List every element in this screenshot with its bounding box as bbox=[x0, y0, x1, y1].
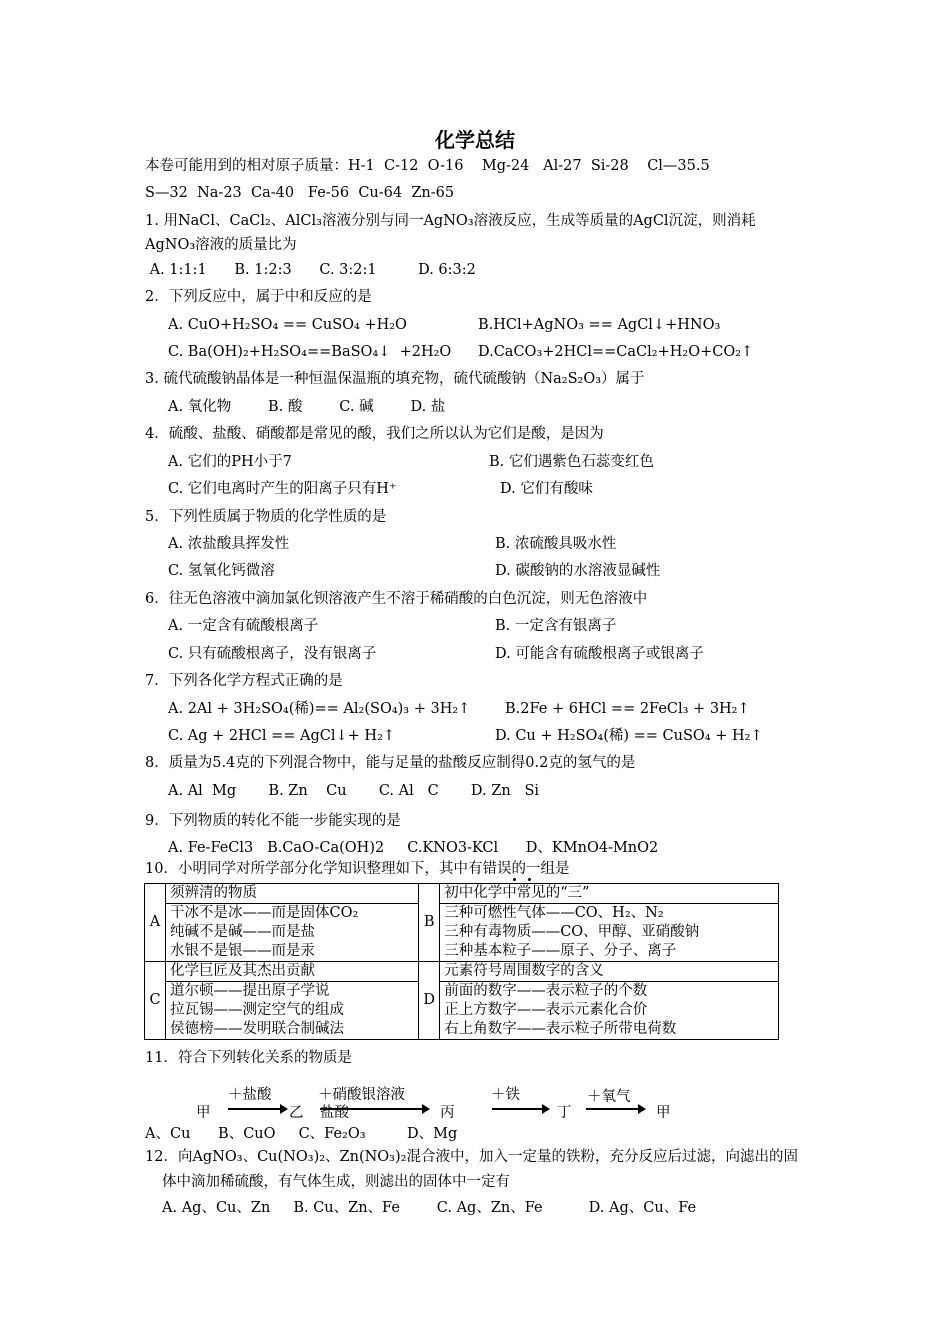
q5-option-a: A. 浓盐酸具挥发性 bbox=[168, 536, 290, 552]
q8-options: A. Al Mg B. Zn Cu C. Al C D. Zn Si bbox=[168, 783, 540, 799]
q7-option-d: D. Cu + H₂SO₄(稀) == CuSO₄ + H₂↑ bbox=[495, 728, 763, 744]
q12-options: A. Ag、Cu、Zn B. Cu、Zn、Fe C. Ag、Zn、Fe D. Ag、Cu、Fe bbox=[162, 1200, 697, 1216]
q2-stem: 2．下列反应中，属于中和反应的是 bbox=[145, 289, 372, 305]
q10-cell-c-line: 侯德榜——发明联合制碱法 bbox=[170, 1021, 344, 1037]
q1-stem-line-2: AgNO₃溶液的质量比为 bbox=[145, 237, 297, 253]
q6-option-d: D. 可能含有硫酸根离子或银离子 bbox=[495, 646, 704, 662]
q1-stem-line-1: 1. 用NaCl、CaCl₂、AlCl₃溶液分别与同一AgNO₃溶液反应，生成等质量的AgCl沉淀，则消耗 bbox=[145, 213, 756, 229]
q9-stem: 9．下列物质的转化不能一步能实现的是 bbox=[145, 813, 401, 829]
q10-cell-c-heading: 化学巨匠及其杰出贡献 bbox=[166, 962, 418, 982]
q10-label-d: D bbox=[419, 962, 440, 1040]
q12-stem-line-2: 体中滴加稀硫酸，有气体生成，则滤出的固体中一定有 bbox=[162, 1174, 510, 1190]
q11-substance-yi: 乙 bbox=[289, 1105, 304, 1121]
q11-substance-ding: 丁 bbox=[557, 1105, 572, 1121]
q10-cell-a-line: 纯碱不是碱——而是盐 bbox=[170, 924, 315, 940]
reaction-arrow bbox=[492, 1108, 548, 1110]
q11-reagent-2: ＋硝酸银溶液 bbox=[318, 1087, 405, 1103]
q2-option-d: D.CaCO₃+2HCl==CaCl₂+H₂O+CO₂↑ bbox=[478, 344, 754, 360]
q9-options: A. Fe-FeCl3 B.CaO-Ca(OH)2 C.KNO3-KCl D、KMnO4-MnO2 bbox=[168, 840, 659, 856]
emphasis-dot bbox=[513, 878, 516, 881]
q10-cell-d-line: 正上方数字——表示元素化合价 bbox=[444, 1002, 648, 1018]
q11-reagent-3: ＋铁 bbox=[491, 1087, 520, 1103]
q10-cell-a-line: 干冰不是冰——而是固体CO₂ bbox=[170, 905, 359, 921]
q4-stem: 4．硫酸、盐酸、硝酸都是常见的酸，我们之所以认为它们是酸，是因为 bbox=[145, 426, 604, 442]
q2-option-a: A. CuO+H₂SO₄ == CuSO₄ +H₂O bbox=[168, 317, 407, 333]
reaction-arrow bbox=[586, 1108, 644, 1110]
q11-substance-jia: 甲 bbox=[196, 1105, 211, 1121]
reaction-arrow bbox=[228, 1108, 286, 1110]
q3-options: A. 氧化物 B. 酸 C. 碱 D. 盐 bbox=[168, 399, 446, 415]
q10-label-b: B bbox=[419, 884, 440, 962]
q10-cell-a-line: 水银不是银——而是汞 bbox=[170, 943, 315, 959]
q4-option-d: D. 它们有酸味 bbox=[500, 481, 593, 497]
q7-option-a: A. 2Al + 3H₂SO₄(稀)== Al₂(SO₄)₃ + 3H₂↑ bbox=[168, 701, 471, 717]
q1-options: A. 1:1:1 B. 1:2:3 C. 3:2:1 D. 6:3:2 bbox=[145, 262, 476, 278]
q2-option-b: B.HCl+AgNO₃ == AgCl↓+HNO₃ bbox=[478, 317, 721, 333]
emphasis-dot bbox=[528, 878, 531, 881]
q10-label-a: A bbox=[145, 884, 166, 962]
q5-option-c: C. 氢氧化钙微溶 bbox=[168, 563, 275, 579]
q10-cell-c-line: 道尔顿——提出原子学说 bbox=[170, 983, 330, 999]
q11-options: A、Cu B、CuO C、Fe₂O₃ D、Mg bbox=[145, 1126, 458, 1142]
q10-cell-b-line: 三种有毒物质——CO、甲醇、亚硝酸钠 bbox=[444, 924, 700, 940]
q10-cell-c bbox=[166, 962, 419, 1040]
q10-table bbox=[144, 883, 779, 1040]
q10-cell-b-line: 三种可燃性气体——CO、H₂、N₂ bbox=[444, 905, 664, 921]
q10-stem: 10．小明同学对所学部分化学知识整理如下，其中有错误的一组是 bbox=[145, 861, 570, 877]
q10-cell-a-heading: 须辨清的物质 bbox=[166, 884, 418, 904]
q10-cell-b-heading: 初中化学中常见的“三” bbox=[440, 884, 778, 904]
q4-option-a: A. 它们的PH小于7 bbox=[168, 454, 292, 470]
q4-option-b: B. 它们遇紫色石蕊变红色 bbox=[489, 454, 654, 470]
q11-reagent-4: ＋氧气 bbox=[587, 1089, 631, 1105]
q11-substance-jia-end: 甲 bbox=[656, 1105, 671, 1121]
atomic-mass-line-2: S—32 Na-23 Ca-40 Fe-56 Cu-64 Zn-65 bbox=[145, 185, 455, 201]
q11-stem: 11．符合下列转化关系的物质是 bbox=[145, 1050, 352, 1066]
q10-cell-b bbox=[440, 884, 779, 962]
page-title: 化学总结 bbox=[435, 128, 515, 152]
q10-cell-d-line: 前面的数字——表示粒子的个数 bbox=[444, 983, 648, 999]
atomic-mass-line-1: 本卷可能用到的相对原子质量：H-1 C-12 O-16 Mg-24 Al-27 Si-28 Cl—35.5 bbox=[145, 158, 710, 174]
q6-option-a: A. 一定含有硫酸根离子 bbox=[168, 618, 319, 634]
q3-stem: 3. 硫代硫酸钠晶体是一种恒温保温瓶的填充物，硫代硫酸钠（Na₂S₂O₃）属于 bbox=[145, 371, 645, 387]
q4-option-c: C. 它们电离时产生的阳离子只有H⁺ bbox=[168, 481, 397, 497]
q5-option-b: B. 浓硫酸具吸水性 bbox=[495, 536, 617, 552]
q7-option-c: C. Ag + 2HCl == AgCl↓+ H₂↑ bbox=[168, 728, 396, 744]
q6-option-b: B. 一定含有银离子 bbox=[495, 618, 617, 634]
q5-option-d: D. 碳酸钠的水溶液显碱性 bbox=[495, 563, 661, 579]
q11-substance-bing: 丙 bbox=[440, 1105, 455, 1121]
q6-option-c: C. 只有硫酸根离子，没有银离子 bbox=[168, 646, 377, 662]
q10-cell-d bbox=[440, 962, 779, 1040]
q10-cell-d-line: 右上角数字——表示粒子所带电荷数 bbox=[444, 1021, 677, 1037]
q10-cell-b-line: 三种基本粒子——原子、分子、离子 bbox=[444, 943, 677, 959]
q7-option-b: B.2Fe + 6HCl == 2FeCl₃ + 3H₂↑ bbox=[505, 701, 750, 717]
q10-cell-a bbox=[166, 884, 419, 962]
q10-cell-c-line: 拉瓦锡——测定空气的组成 bbox=[170, 1002, 344, 1018]
q11-reagent-2-bottom: 盐酸 bbox=[320, 1105, 349, 1121]
q12-stem-line-1: 12．向AgNO₃、Cu(NO₃)₂、Zn(NO₃)₂混合液中，加入一定量的铁粉，充分反应后过滤，向滤出的固 bbox=[145, 1149, 798, 1165]
q11-reagent-1: ＋盐酸 bbox=[228, 1087, 272, 1103]
q8-stem: 8．质量为5.4克的下列混合物中，能与足量的盐酸反应制得0.2克的氢气的是 bbox=[145, 755, 636, 771]
q6-stem: 6．往无色溶液中滴加氯化钡溶液产生不溶于稀硝酸的白色沉淀，则无色溶液中 bbox=[145, 591, 648, 607]
q7-stem: 7．下列各化学方程式正确的是 bbox=[145, 673, 343, 689]
q5-stem: 5．下列性质属于物质的化学性质的是 bbox=[145, 509, 387, 525]
q10-cell-d-heading: 元素符号周围数字的含义 bbox=[440, 962, 778, 982]
q2-option-c: C. Ba(OH)₂+H₂SO₄==BaSO₄↓ +2H₂O bbox=[168, 344, 452, 360]
q10-label-c: C bbox=[145, 962, 166, 1040]
